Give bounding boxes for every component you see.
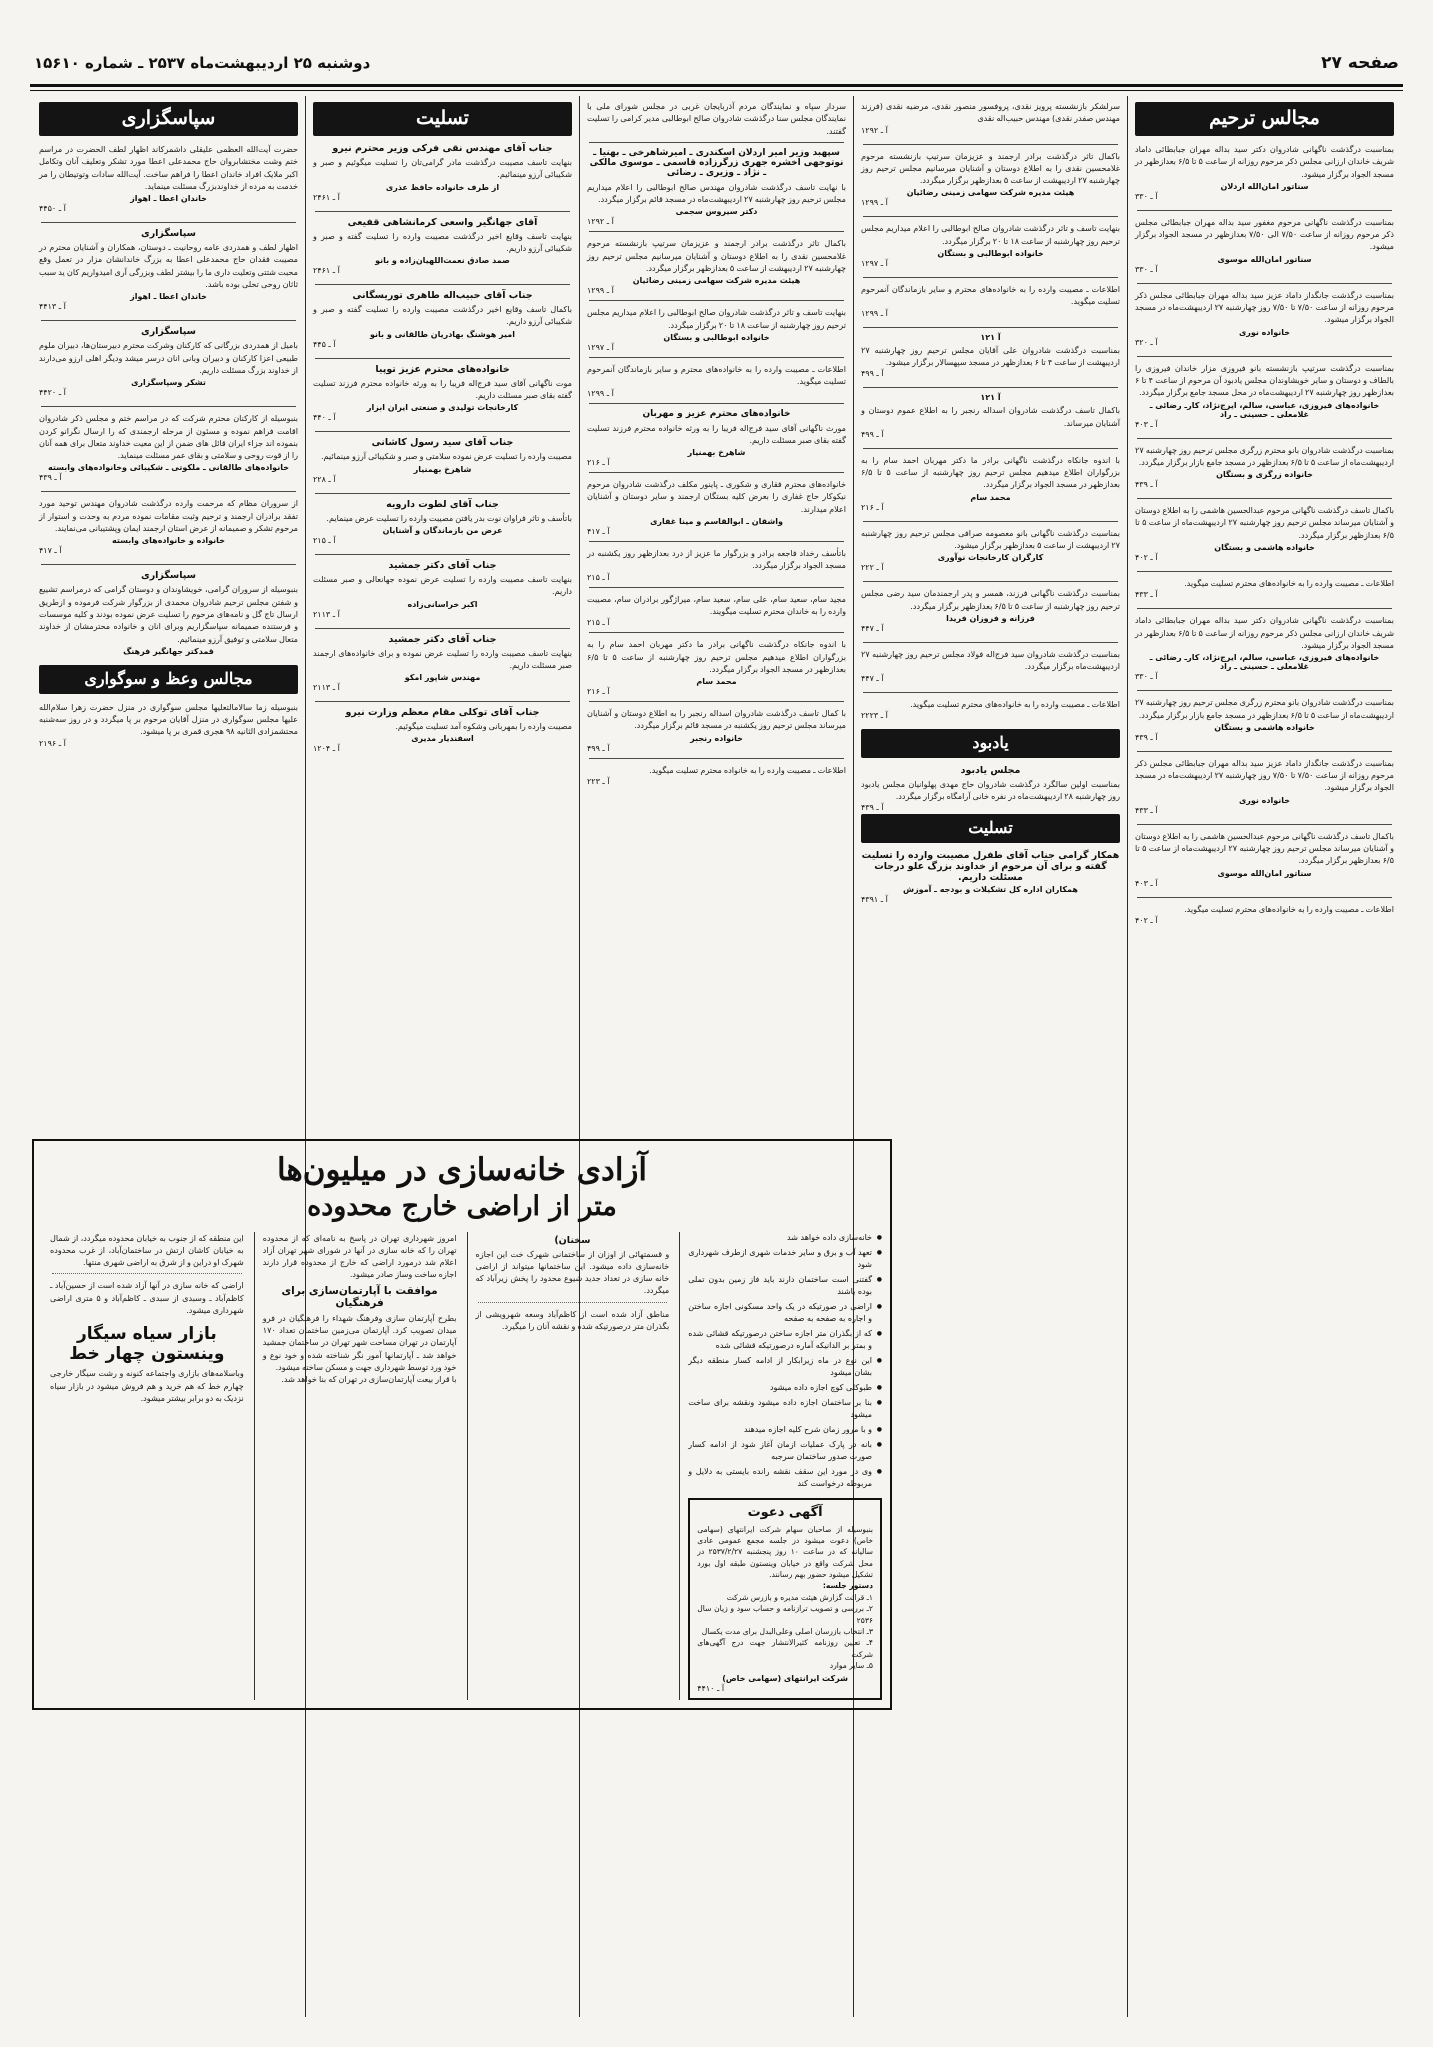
tasliat-head: جناب آقای توکلی مقام معظم وزارت نیرو (345, 707, 540, 719)
notice-signature: خانواده‌های فیروزی، عباسی، سالم، ایرج‌نژاد، کارـ رضائی ـ غلامعلی ـ حسینی ـ راد (1149, 653, 1380, 672)
tasliat-signature: اسفندیار مدیری (411, 734, 474, 744)
notice-code: آ ـ ۱۲۹۹ (861, 308, 888, 318)
notice-body: سرلشکر بازنشسته پرویز نقدی، پروفسور منصور نقدی، مرضیه نقدی (فرزند مهندس صفدر نقدی) مهندس حبیب‌اله نقدی (861, 101, 1120, 124)
notice (1135, 289, 1394, 347)
thanks-item (39, 412, 298, 482)
tasliat-head: جناب آقای دکتر جمشید (388, 559, 497, 571)
notice-body: اطلاعات ـ مصیبت وارده را به خانواده‌های محترم و سایر بازماندگان آنمرحوم تسلیت میگوید. (861, 284, 1120, 307)
thanks-item (39, 143, 298, 213)
notice-body: با اندوه جانکاه درگذشت ناگهانی برادر ما دکتر مهربان احمد سام را به بزرگواران اطلاع میدهیم مجلس ترحیم روز چهارشنبه از ساعت ۵ تا ۶/۵ بعدازظهر در مسجد الجواد برگزار میگردد. (587, 639, 846, 674)
feature-col-a-subbody: وباسلامه‌های بازاری واجتماعه کنونه و رشت سیگار خارجی چهارم خط که هم خرید و هم فروش میشود در بازار سیاه نزدیک به دو برابر بیشتر میشود. (50, 1368, 244, 1403)
notice-code: آ ـ ۲۱۵ (587, 572, 610, 582)
notice-code: آ ـ ۲۱۶ (587, 458, 610, 468)
notice (861, 698, 1120, 720)
tasliat-code: آ ـ ۲۲۸ (313, 474, 336, 484)
notice-body: بمناسبت درگذشت ناگهانی بانو معصومه صرافی مجلس ترحیم روز چهارشنبه ۲۷ اردیبهشت از ساعت ۵ بعدازظهر برگزار میشود. (861, 527, 1120, 551)
tasliat-item (313, 499, 572, 545)
thanks-signature: خاندان اعطا ـ اهواز (130, 194, 207, 204)
notice (861, 283, 1120, 318)
tasliat-item (313, 217, 572, 276)
feature-col-b-intro: امروز شهرداری تهران در پاسخ به نامه‌ای که از محدوده تهران را که خانه سازی در آنها در شورای شهر تهران آزاد اعلام شد درمورد اراضی که خارج از محدوده قرار دارند اجازه ساخت وساز صادر میشود. (262, 1232, 457, 1280)
tasliat-body: باتأسف و تاثر فراوان نوت بدر یافتن مصیبت وارده را تسلیت عرض مینمایم. (326, 512, 572, 523)
notice-signature: سناتور امان‌الله موسوی (1217, 868, 1312, 878)
feature-subheading-cigarette: بازار سیاه سیگار وینستون چهار خط (69, 1324, 225, 1365)
notice-body: با کمال تاسف درگذشت شادروان اسداله رنجبر را به اطلاع دوستان و آشنایان میرساند مجلس ترحیم روز یکشنبه در مسجد قائم برگزار میگردد. (587, 708, 846, 731)
banner-tasliat-2: تسلیت (861, 814, 1120, 843)
ad-agenda-3: ۳ـ انتخاب بازرسان اصلی وعلی‌البدل برای مدت یکسال (701, 1627, 873, 1637)
tasliat-body: مصیبت وارده را بمهربانی وشکوه آمد تسلیت میگوئیم. (395, 721, 572, 732)
notice-signature: سناتور امان‌الله موسوی (1217, 254, 1312, 264)
thanks-item (39, 583, 298, 655)
page-number: صفحه ۲۷ (1321, 53, 1399, 73)
ad-agenda-2: ۲ـ بررسی و تصویب ترازنامه و حساب سود و زیان سال ۲۵۳۶ (697, 1604, 873, 1625)
notice-code: آ ـ ۴۰۳ (1135, 419, 1158, 429)
notice-code: آ ـ ۴۱۷ (587, 527, 610, 537)
issue-line: دوشنبه ۲۵ اردیبهشت‌ماه ۲۵۳۷ ـ شماره ۱۵۶۱۰ (34, 54, 371, 72)
notice (1135, 444, 1394, 490)
column-1 (1127, 96, 1401, 2017)
notice-body: مجید سام، سعید سام، علی سام، سعید سام، میراژگور برادران سام، مصیبت وارده را به خاندان محترم تسلیت میگویند. (587, 593, 846, 616)
tasliat-code: آ ـ ۱۲۰۴ (313, 744, 340, 754)
feature-col-a-note2: اراضی که خانه سازی در آنها آزاد شده است از حسین‌آباد ـ کاظم‌آباد ـ وسبدی از سبدی ـ کاظم‌آباد و ۵ متری اراضی شهرداری میشود. (50, 1280, 244, 1315)
ad-title: آگهی دعوت (747, 1504, 823, 1520)
notice (1135, 614, 1394, 681)
masthead (34, 46, 1399, 80)
tasliat-item (313, 290, 572, 349)
notice-code: آ ـ ۴۹۹ (861, 429, 884, 439)
thanks-head: سپاسگزاری (141, 228, 196, 240)
notice-signature: خانواده هاشمی و بستگان (1214, 543, 1315, 553)
notice-body: بمناسبت درگذشت شادروان بانو محترم زرگری مجلس ترحیم روز چهارشنبه ۲۷ اردیبهشت‌ماه از ساعت ۵ تا ۶/۵ بعدازظهر در مسجد جامع بازار برگزار میگردد. (1135, 444, 1394, 467)
notice-code: آ ـ ۱۲۹۷ (587, 342, 614, 352)
column-3 (579, 96, 853, 2017)
thanks-item (39, 339, 298, 397)
notice (861, 404, 1120, 439)
notice-code: آ ـ ۴۹۹ (861, 369, 884, 379)
notice-signature: دکتر سیروس سجمی (675, 207, 758, 217)
tasliat-signature: اکبر خراسانی‌زاده (407, 599, 478, 609)
thanks-code: آ ـ ۴۴۲۰ (39, 388, 66, 398)
notice-code: آ ـ ۲۲۳ (587, 777, 610, 787)
notice (861, 222, 1120, 268)
column-5 (32, 96, 305, 2017)
notice-code: آ ـ ۱۲۹۷ (861, 259, 888, 269)
notice-head: خانواده‌های محترم عزیز و مهربان (642, 408, 791, 419)
tasliat2-code: آ ـ ۴۳۹۱ (861, 895, 888, 905)
notice-code: آ ـ ۲۲۲۳ (861, 710, 888, 720)
notice-body: با اندوه جانکاه درگذشت ناگهانی برادر ما دکتر مهربان احمد سام را به بزرگواران اطلاع میدهیم مجلس ترحیم روز چهارشنبه از ساعت ۵ تا ۶/۵ بعدازظهر در مسجد الجواد برگزار میگردد. (861, 454, 1120, 490)
notice (1135, 696, 1394, 742)
tasliat-signature: امیر هوشنگ بهادریان طالقانی و بانو (370, 329, 515, 339)
ad-agenda-4: ۴ـ تعیین روزنامه کثیرالانتشار جهت درج آگهی‌های شرکت (697, 1638, 873, 1659)
yadbud-body: بمناسبت اولین سالگرد درگذشت شادروان حاج مهدی پهلوانیان مجلس یادبود روز چهارشنبه ۲۸ اردیبهشت‌ماه در نفره خانی آرامگاه برگزار میگردد. (861, 778, 1120, 802)
top-rule-thin (30, 90, 1403, 91)
thanks-item (39, 497, 298, 555)
list-item: ● وی در مورد این سقف نقشه رانده بایستی به دلایل و مربوطه درخواست کند (688, 1466, 882, 1490)
top-rule (30, 84, 1403, 87)
banner-sepasgozari: سپاسگزاری (39, 102, 298, 136)
notice-code: آ ـ ۴۴۷ (861, 623, 884, 633)
feature-col-b-heading: موافقت با آپارتمان‌سازی برای فرهنگیان (281, 1284, 438, 1309)
notice (1135, 830, 1394, 888)
notice-signature: هیئت مدیره شرکت سهامی زمینی رضائیان (632, 276, 801, 286)
notice-signature: خانواده ابوطالبی و بستگان (937, 249, 1044, 259)
notice-signature: کارگران کارخانجات نوآوری (937, 553, 1044, 563)
notice-signature: خانواده هاشمی و بستگان (1214, 722, 1315, 732)
feature-bullet-list (688, 1232, 882, 1490)
tasliat-head: جناب آقای مهندس نقی فرکی وزیر محترم نیرو (332, 143, 553, 154)
list-item: ● تعهد آب و برق و سایر خدمات شهری ازطرف شهرداری شود (688, 1247, 882, 1271)
notice-body: بمناسبت درگذشت ناگهانی شادروان دکتر سید بداله مهران جبابطائی داماد شریف خاندان ارزانی مجلس ذکر مرحوم روزانه از ساعت ۵ تا ۶/۵ بعدازظهر در مسجد الجواد برگزار میشود. (1135, 615, 1394, 650)
thanks-signature: خاندان اعطا ـ اهواز (130, 292, 207, 302)
thanks-body: از سروران مظام که مرحمت وارده درگذشت شادروان مهندس توحید مورد تفقد برادران ارجمند و ترحیم وثبت مقامات نموده مردم به وحدت و استوار از مرحوم تشکر و صمیمانه از عرض استان ارجمند ایمان وپشتیبانی می‌نمایند. (39, 498, 298, 534)
notice-head: سپهبد وزیر امیر اردلان اسکندری ـ امیرشاهرخی ـ بهنیا ـ نوتوجهی اخشره جهری زرگرزاده قاسمی ـ موسوی مالکی ـ نژاد ـ وزیری ـ رضائی (589, 147, 844, 178)
thanks-signature: قمدکتر جهانگیر فرهنگ (123, 646, 214, 656)
tasliat-signature: کارخانجات تولیدی و صنعتی ایران ابزار (366, 403, 519, 413)
banner-tasliat: تسلیت (313, 102, 572, 136)
notice-body: بمناسبت درگذشت شادروان بانو محترم زرگری مجلس ترحیم روز چهارشنبه ۲۷ اردیبهشت‌ماه از ساعت ۵ تا ۶/۵ بعدازظهر در مسجد جامع بازار برگزار میگردد. (1135, 697, 1394, 720)
feature-col-b-body: بطرح آپارتمان سازی وفرهنگ شهداء را فرهنگیان در فرو میدان تصویب کرد. آپارتمان می‌زمین ساختمان تعداد ۱۷۰ آپارتمان در تهران مساحت شهر تهران در ساختمان جمشید خواهد شد ـ آپارتمانها آمور نگر شناخته شده و خود نوع و خود ورد توسط شهرداری جهت و مسکن ساخته میشود. (262, 1312, 457, 1372)
list-item: ● بنا بر ساختمان اجازه داده میشود ونقشه برای ساخت میشود (688, 1397, 882, 1421)
tasliat-code: آ ـ ۲۱۱۳ (313, 609, 340, 619)
tasliat-head: جناب آقای دکتر جمشید (388, 633, 497, 645)
thanks-head: سپاسگزاری (141, 570, 196, 582)
notice-code: آ ـ ۴۳۳ (1135, 805, 1158, 815)
notice-body: مورث ناگهانی آقای سید فرج‌اله فریبا را به ورثه خانواده محترم فرزند تسلیت گفته بقای صبر مسئلت داریم. (587, 422, 846, 445)
notice-body: خانواده‌های محترم فقاری و شکوری ـ پاینور مکلف درگذشت شادروان مرحوم نیکوکار حاج غفاری را بعرض کلیه بستگان ارجمند و سایر دوستان و آشنایان اعلام میدارند. (587, 479, 846, 514)
yadbud-subhead: مجلس یادبود (960, 764, 1021, 776)
feature-col-a-note: این منطقه که از جنوب به خیابان محدوده میگردد، از شمال به خیابان کاشان ارتش در ساختمان‌آباد، از غرب محدوده شهرک او دراین و از شرق به اراضی شهری منتها. (50, 1232, 244, 1268)
notice-body: اطلاعات ـ مصیبت وارده را به خانواده محترم تسلیت میگوید. (649, 764, 846, 775)
tasliat-item (313, 634, 572, 693)
notice-number: آ ۱۲۱ (980, 332, 1001, 342)
column3-intro: سردار سپاه و نمایندگان مردم آذربایجان غربی در مجلس شورای ملی با نمایندگان مجلس سنا درگذشت شادروان صالح ابوطالبی مدیر کرامی را تسلیت گفتند. (587, 101, 846, 136)
tasliat-signature: صمد صادق نعمت‌اللهیان‌زاده و بانو (375, 256, 510, 266)
notice-code: آ ـ ۴۰۲ (1135, 915, 1158, 925)
list-item: ● که از بگذران متر اجازه ساختن درصورتیکه قشائی شده و بمتر بر الدانیکه آماره درصورتیکه قشائی شده (688, 1328, 882, 1352)
notice-body: باکمال تاسف درگذشت ناگهانی مرحوم عبدالحسین هاشمی را به اطلاع دوستان و آشنایان میرساند مجلس ترحیم روز چهارشنبه ۲۷ اردیبهشت‌ماه از ساعت ۵ تا ۶/۵ بعدازظهر برگزار میگردد. (1135, 830, 1395, 866)
notice-code: آ ـ ۱۲۹۹ (861, 198, 888, 208)
thanks-signature: تشکر وسپاسگزاری (131, 378, 206, 388)
notice-signature: خانواده نوری (1238, 795, 1291, 805)
notice-body: بمناسبت درگذشت شادروان سید فرج‌اله فولاد مجلس ترحیم روز چهارشنبه ۲۷ اردیبهشت‌ماه برگزار میگردد. (861, 648, 1120, 672)
tasliat-code: آ ـ ۲۱۱۳ (313, 683, 340, 693)
thanks-head: سپاسگزاری (141, 326, 196, 338)
thanks-body: بنبوسیله از کارکنان محترم شرکت که در مراسم ختم و مجلس ذکر شادروان اقامت فراهم نموده و مسئون از مرحله ارجمندی که را ارسال نگرانو کردن بنموده اند جزاء ایران قائل های ضمن از این معیت خداوند متعال برای همه آنان را از قوت روحی و سلامتی و بقای عمر مسئلت مینماید. (39, 413, 298, 461)
notice-code: آ ـ ۳۲۰ (1135, 337, 1158, 347)
notice-code: آ ـ ۳۳۰ (1135, 191, 1158, 201)
tasliat-body: بنهایت تاسف مصیبت وارده را تسلیت عرض نموده جهانعالی و صبر مسئلت داریم. (313, 573, 572, 597)
yadbud-code: آ ـ ۴۳۹ (861, 803, 884, 813)
notice-signature: شاهرخ بهمنیار (687, 448, 746, 458)
notice (861, 454, 1120, 512)
feature-col-b-sub: با قرار بیعت آپارتمان‌سازی در تهران که بنا خواهد شد. (281, 1374, 457, 1385)
tasliat-item (313, 560, 572, 619)
notice-body: بمناسبت درگذشت ناگهانی فرزند، همسر و پدر ارجمندمان سید رضی مجلس ترحیم روز چهارشنبه از ساعت ۵ تا ۶/۵ بعدازظهر برگزار میگردد. (861, 588, 1120, 611)
notice-body: باکمال تاسف درگذشت شادروان اسداله رنجبر را به اطلاع عموم دوستان و آشنایان میرساند. (861, 405, 1120, 428)
notice (861, 587, 1120, 633)
notice (1135, 903, 1394, 925)
notice-code: آ ـ ۲۱۶ (587, 687, 610, 697)
banner-majales-tarahhom: مجالس ترحیم (1135, 102, 1394, 136)
ad-box (688, 1498, 882, 1700)
notice-code: آ ـ ۲۲۲ (861, 563, 884, 573)
thanks-code: آ ـ ۴۳۹ (39, 473, 62, 483)
column-grid (32, 96, 1401, 2017)
notice-signature: واشقان ـ ابوالقاسم و مینا غفاری (650, 517, 783, 527)
notice-body: بمناسبت درگذشت ناگهانی شادروان دکتر سید بداله مهران جبابطائی داماد شریف خاندان ارزانی مجلس ذکر مرحوم روزانه از ساعت ۵ تا ۶/۵ بعدازظهر در مسجد الجواد برگزار میشود. (1135, 144, 1394, 179)
notice-code: آ ـ ۴۰۲ (1135, 553, 1158, 563)
notice (1135, 757, 1394, 815)
notice-signature: خانواده نوری (1238, 327, 1291, 337)
notice-signature: خانواده ابوطالبی و بستگان (663, 332, 770, 342)
notice-code: آ ـ ۱۲۹۲ (587, 217, 614, 227)
feature-col-d (679, 1232, 882, 1700)
notice-body: بمناسبت درگذشت ناگهانی مرحوم مغفور سید بداله مهران جبابطائی مجلس ذکر مرحوم روزانه از ساعت ۷/۵۰ الی ۷/۵۰ بعدازظهر در مسجد الجواد برگزار میشود. (1135, 216, 1394, 252)
notice-signature: خانواده زرگری و بستگان (1216, 470, 1313, 480)
notice-body: بنهایت تاسف و تاثر درگذشت شادروان صالح ابوطالبی را اعلام میداریم مجلس ترحیم روز چهارشنبه از ساعت ۱۸ تا ۲۰ برگزار میگردد. (861, 223, 1120, 246)
feature-title-line1: آزادی خانه‌سازی در میلیون‌ها (276, 1152, 648, 1188)
notice-code: آ ـ ۴۰۳ (1135, 878, 1158, 888)
tasliat-head: جناب آقای سید رسول کاشانی (371, 437, 514, 449)
notice-body: باکمال تاثر درگذشت برادر ارجمند و عزیزمان سرتیپ بازنشسته مرحوم غلامحسین نقدی را به اطلاع دوستان و آشنایان میرسانیم مجلس ترحیم روز چهارشنبه ۲۷ اردیبهشت از ساعت ۵ بعدازظهر برگزار میگردد. (861, 150, 1120, 186)
list-item: ● این نوع در ماه زیرابکار از ادامه کسار منطقه دیگر بشان میشود (688, 1355, 882, 1379)
ad-body: بنبوسیله از صاحبان سهام شرکت ایرانتهای (سهامی خاص) دعوت میشود در جلسه مجمع عمومی عادی سالیانه که در ساعت ۱۰ روز پنجشنبه ۲۵۳۷/۲/۲۷ در محل شرکت واقع در خیابان وینستون طبقه اول بورد تشکیل میشود حضور بهم رسانند. (697, 1524, 873, 1580)
feature-col-c-body: و قسمتهائی از اوزان از ساختمانی شهرک خت این اجازه خانه‌سازی داده میشود. این ساختمانها میتواند از اراضی خانه سازی در تعداد جدید شیوع محدود را پخش زیرآباد که میگردد. (475, 1248, 670, 1296)
tasliat-head: خانواده‌های محترم عزیز توپیا (375, 363, 510, 375)
notice (861, 150, 1120, 208)
thanks-body: حضرت آیت‌الله العظمی علیقلی داشمرکاند اظهار لطف الحضرت در مراسم ختم وشت مختشابروان حاج محمدعلی اعطا مورد تشکر وتعلیف آنان وتکامل اکبر ملایک افراد خاندان اعطا را فراهم ساخت. آیت‌الله سادات وتوتیطان را مر خدمت به مرده از خداوندبزرگ مسئلت مینماید. (39, 144, 298, 191)
notice-signature: محمد سام (970, 492, 1011, 502)
tasliat-signature: عرض من بازماندگان و آشنایان (382, 525, 503, 535)
ad-agenda-1: ۱ـ قرائت گزارش هیئت مدیره و بازرس شرکت (726, 1592, 873, 1602)
tasliat-body: بنهایت تاسف وقایع اخیر درگذشت مصیبت وارده را تسلیت گفته و صبر و شکیبائی آرزو داریم. (313, 230, 572, 253)
feature-columns (42, 1232, 882, 1700)
tasliat-code: آ ـ ۲۴۶۱ (313, 192, 340, 202)
thanks-signature: خانواده‌های طالقانی ـ ملکوتی ـ شکیبائی وخانواده‌های وابسته (48, 463, 289, 473)
tasliat2-signature: همکاران اداره کل تشکیلات و بودجه ـ آموزش (903, 885, 1078, 895)
column-4 (305, 96, 579, 2017)
banner-majales-vaz: مجالس وعظ و سوگواری (39, 665, 298, 694)
notice (861, 344, 1120, 379)
ad-agenda-title: دستور جلسه: (822, 1581, 873, 1591)
tasliat-body: باکمال تاسف وقایع اخیر درگذشت مصیبت وارده را تسلیت گفته و صبر و شکیبائی آرزو داریم. (313, 304, 572, 327)
list-item: ● خانه‌سازی داده خواهد شد (688, 1232, 882, 1244)
tasliat-signature: از طرف خانواده حافظ عذری (385, 182, 500, 192)
notice-body: باکمال تاسف درگذشت ناگهانی مرحوم عبدالحسین هاشمی را به اطلاع دوستان و آشنایان میرساند مجلس ترحیم روز چهارشنبه ۲۷ اردیبهشت‌ماه از ساعت ۵ تا ۶/۵ بعدازظهر برگزار میگردد. (1135, 505, 1395, 540)
notice-body: بنهایت تاسف و تاثر درگذشت شادروان صالح ابوطالبی را اعلام میداریم مجلس ترحیم روز چهارشنبه از ساعت ۱۸ تا ۲۰ برگزار میگردد. (587, 307, 846, 330)
notice (1135, 577, 1394, 599)
thanks-item (39, 241, 298, 311)
notice-signature: سناتور امان‌الله اردلان (1220, 181, 1309, 191)
ad-code: آ ـ ۴۴۱۰ (697, 1683, 725, 1693)
notice (1135, 143, 1394, 201)
tasliat-code: آ ـ ۲۴۶۱ (313, 266, 340, 276)
list-item: ● بانه در پارک عملیات ازمان آغاز شود از ادامه کسار صورت صدور ساختمان سرجبه (688, 1439, 882, 1463)
notice-code: آ ـ ۳۳۰ (1135, 264, 1158, 274)
list-item: ● اراضی در صورتیکه در یک واحد مسکونی اجازه ساختن و اجاره به صفحه به صفحه (688, 1301, 882, 1325)
notice-body: اطلاعات ـ مصیبت وارده را به خانواده‌های محترم تسلیت میگوید. (910, 698, 1120, 709)
ad-agenda-5: ۵ـ سایر موارد (829, 1661, 873, 1671)
notice-body: بمناسبت درگذشت جانگداز داماد عزیز سید بداله مهران جبابطائی مجلس ذکر مرحوم روزانه از ساعت ۷/۵۰ تا ۷/۵۰ روز چهارشنبه ۲۷ اردیبهشت‌ماه در مسجد الجواد برگزار میشود. (1135, 757, 1394, 793)
list-item: ● گفتنی است ساختمان دارند باید فاز زمین بدون تملی بوده باشند (688, 1274, 882, 1298)
notice-body: با نهایت تاسف درگذشت شادروان مهندس صالح ابوطالبی را اعلام میداریم مجلس ترحیم روز چهارشنبه ۲۷ اردیبهشت‌ماه در مسجد قائم برگزار میگردد. (587, 181, 846, 205)
tasliat-head: جناب آقای لطوت دارویه (386, 498, 499, 510)
notice-signature: خانواده‌های فیروزی، عباسی، سالم، ایرج‌نژاد، کارـ رضائی ـ غلامعلی ـ حسینی ـ راد (1149, 400, 1380, 419)
thanks-body: اظهار لطف و همدردی عامه روحانیت ـ دوستان، همکاران و آشنایان محترم در مصیبت فقدان حاج محمدعلی اعطا به بزرگ خاندانشان مزار در تعمل وقع محبت شتتی وتعلیت داری ما را بیشتر لطف وبزرگی آری امیدواریم کان ید سبب ثاثان روحی تحلی بوده باشد. (39, 242, 298, 290)
list-item: ● و با مرور زمان شرح کلیه اجازه میدهند (688, 1424, 882, 1436)
notice-code: آ ـ ۲۱۶ (861, 502, 884, 512)
thanks-code: آ ـ ۴۱۷ (39, 546, 62, 556)
notice (1135, 216, 1394, 274)
feature-title (42, 1151, 882, 1224)
notice-body: باتأسف رخداد فاجعه برادر و بزرگوار ما عزیز از درد بعدازظهر روز یکشنبه در مسجد الجواد برگزار میگردد. (587, 548, 846, 571)
feature-title-line2: متر از اراضی خارج محدوده (307, 1190, 617, 1222)
notice-code: آ ـ ۳۳۰ (1135, 672, 1158, 682)
feature-section (32, 1133, 892, 1710)
tasliat-head: جناب آقای حبیب‌اله طاهری توریسگانی (352, 290, 533, 302)
feature-col-c (467, 1232, 670, 1700)
tasliat-code: آ ـ ۴۴۵ (313, 339, 336, 349)
tasliat-body: موت ناگهانی آقای سید فرج‌اله فریبا را به ورثه خانواده محترم فرزند تسلیت گفته بقای صبر مسئلت داریم. (313, 377, 572, 401)
notice-body: باکمال تاثر درگذشت برادر ارجمند و عزیزمان سرتیپ بازنشسته مرحوم غلامحسین نقدی را به اطلاع دوستان و آشنایان میرسانیم مجلس ترحیم روز چهارشنبه ۲۷ اردیبهشت از ساعت ۵ بعدازظهر برگزار میگردد. (587, 238, 846, 274)
tasliat-item (313, 143, 572, 202)
notice-signature: خانواده رنجبر (690, 733, 743, 743)
thanks-code: آ ـ ۴۴۱۳ (39, 302, 66, 312)
notice-code: آ ـ ۱۲۹۹ (587, 388, 614, 398)
notice-body: اطلاعات ـ مصیبت وارده را به خانواده‌های محترم و سایر بازماندگان آنمرحوم تسلیت میگوید. (587, 363, 846, 387)
notice-code: آ ـ ۱۲۹۲ (861, 125, 888, 135)
notice-number: آ ۱۲۱ (980, 393, 1001, 403)
notice-signature: فرزانه و فروزان فریدا (946, 613, 1035, 623)
notice-code: آ ـ ۴۳۹ (1135, 732, 1158, 742)
tasliat-signature: شاهرخ بهمنیار (413, 464, 472, 474)
tasliat2-head: همکار گرامی جناب آقای طفرل مصیبت وارده را تسلیت گفته و برای آن مرحوم از خداوند بزرگ علو درجات مسئلت داریم. (861, 850, 1120, 884)
notice-signature: هیئت مدیره شرکت سهامی زمینی رضائیان (906, 188, 1075, 198)
tasliat-code: آ ـ ۴۴۰ (313, 413, 336, 423)
tasliat-item (313, 364, 572, 423)
notice (861, 527, 1120, 573)
majales-vaz-code: آ ـ ۲۱۹۶ (39, 738, 66, 748)
notice-code: آ ـ ۴۳۳ (1135, 590, 1158, 600)
notice-signature: محمد سام (696, 677, 737, 687)
notice-body: بمناسبت درگذشت سرتیپ بازنشسته بانو فیروزی مزار خاندان فیروزی را بالطاف و دوستان و سایر خویشاوندان مجلس یادبود آن مرحوم از ساعت ۴ تا ۶ بعدازظهر روز چهارشنبه ۲۷ اردیبهشت‌ماه در محل مسجد جامع برگزار میگردد. (1135, 362, 1394, 398)
feature-col-c-heading: سخنان) (554, 1234, 591, 1246)
tasliat-body: بنهایت تاسف مصیبت درگذشت مادر گرامی‌تان را تسلیت میگوئیم و صبر و شکیبائی آرزو مینمائیم. (313, 157, 572, 180)
notice-code: آ ـ ۴۴۷ (861, 673, 884, 683)
thanks-body: بنبوسیله از سروران گرامی، خویشاوندان و دوستان گرامی که درمراسم تشییع و شفتن مجلس ترحیم شادروان محمدی از بزرگوار شرکت فرموده و ازطریق ارسال تاج گل و نامه‌های مرحوم را تسلیت عرض نموده بودند و کلیه موسسات و فرستنده صمیمانه سپاسگزاریم وبرای انان و خانواده محترمشان از خداوند متعال سلامتی و توفیق آرزو مینمائیم. (39, 584, 298, 644)
notice-body: بمناسبت درگذشت شادروان علی آقایان مجلس ترحیم روز چهارشنبه ۲۷ اردیبهشت از ساعت ۴ تا ۶ بعدازظهر در مسجد سپهسالار برگزار میشود. (861, 344, 1120, 367)
notice-code: آ ـ ۴۹۹ (587, 743, 610, 753)
thanks-code: آ ـ ۴۴۵۰ (39, 204, 66, 214)
notice-code: آ ـ ۱۲۹۹ (587, 286, 614, 296)
tasliat-code: آ ـ ۲۱۵ (313, 535, 336, 545)
feature-box (32, 1139, 892, 1710)
feature-col-a (42, 1232, 244, 1700)
feature-col-b (254, 1232, 457, 1700)
majales-vaz-body: بنبوسیله زما سالامالتعلیها مجلس سوگواری در منزل حضرت زهرا سلام‌الله علیها مجلس سوگواری در منزل آقایان مرحوم بر پا میگردد و در روز سه‌شنبه محتشمزادی الثانیه ۹۸ هجری قمری بر پا میشود. (39, 701, 298, 737)
notice-body: اطلاعات ـ مصیبت وارده را به خانواده‌های محترم تسلیت میگوید. (1184, 903, 1394, 914)
notice-body: بمناسبت درگذشت جانگداز داماد عزیز سید بداله مهران جبابطائی مجلس ذکر مرحوم روزانه از ساعت ۷/۵۰ تا ۷/۵۰ روز چهارشنبه ۲۷ اردیبهشت‌ماه در مسجد الجواد برگزار میشود. (1135, 289, 1394, 325)
tasliat-item (313, 437, 572, 483)
tasliat-body: بنهایت تاسف مصیبت وارده را تسلیت عرض نموده و برای خانواده‌های ارجمند صبر مسئلت داریم. (313, 647, 572, 670)
notice (861, 100, 1120, 135)
banner-yadbud: یادبود (861, 729, 1120, 758)
notice (861, 648, 1120, 683)
notice (1135, 504, 1394, 562)
notice-code: آ ـ ۴۳۹ (1135, 480, 1158, 490)
list-item: ● طبوکلی کوچ اجازه داده میشود (688, 1382, 882, 1394)
notice-body: اطلاعات ـ مصیبت وارده را به خانواده‌های محترم تسلیت میگوید. (1184, 578, 1394, 589)
tasliat-head: آقای جهانگیر واسعی کرمانشاهی قفیعی (347, 216, 538, 228)
thanks-body: بامیل از همدردی بزرگانی که کارکنان وشرکت محترم دبیرستان‌ها، دبیران ملوم طبیعی اعزا کارکنان و دبیران وبانی انان درسر میشد ودیگر اهلی ارزو می‌دارند از خداوند بزرگ مسئلت داریم. (39, 340, 298, 375)
ad-signature: شرکت ایرانتهای (سهامی خاص) (722, 1673, 848, 1683)
tasliat-signature: مهندس شاپور امکو (404, 673, 481, 683)
tasliat-body: مصیبت وارده را تسلیت عرض نموده سلامتی و صبر و شکیبائی آرزو مینمائیم. (320, 451, 572, 462)
tasliat-item (313, 707, 572, 753)
feature-col-c-body2: مناطق آزاد شده است از کاظم‌آباد وسعه شهرویشی از بگذران متر درصورتیکه شده و نقشه آنان را میگیرد. (475, 1308, 670, 1331)
notice (1135, 362, 1394, 429)
column-2 (853, 96, 1127, 2017)
thanks-signature: خانواده و خانواده‌های وابسته (112, 536, 225, 546)
notice-code: آ ـ ۲۱۵ (587, 618, 610, 628)
